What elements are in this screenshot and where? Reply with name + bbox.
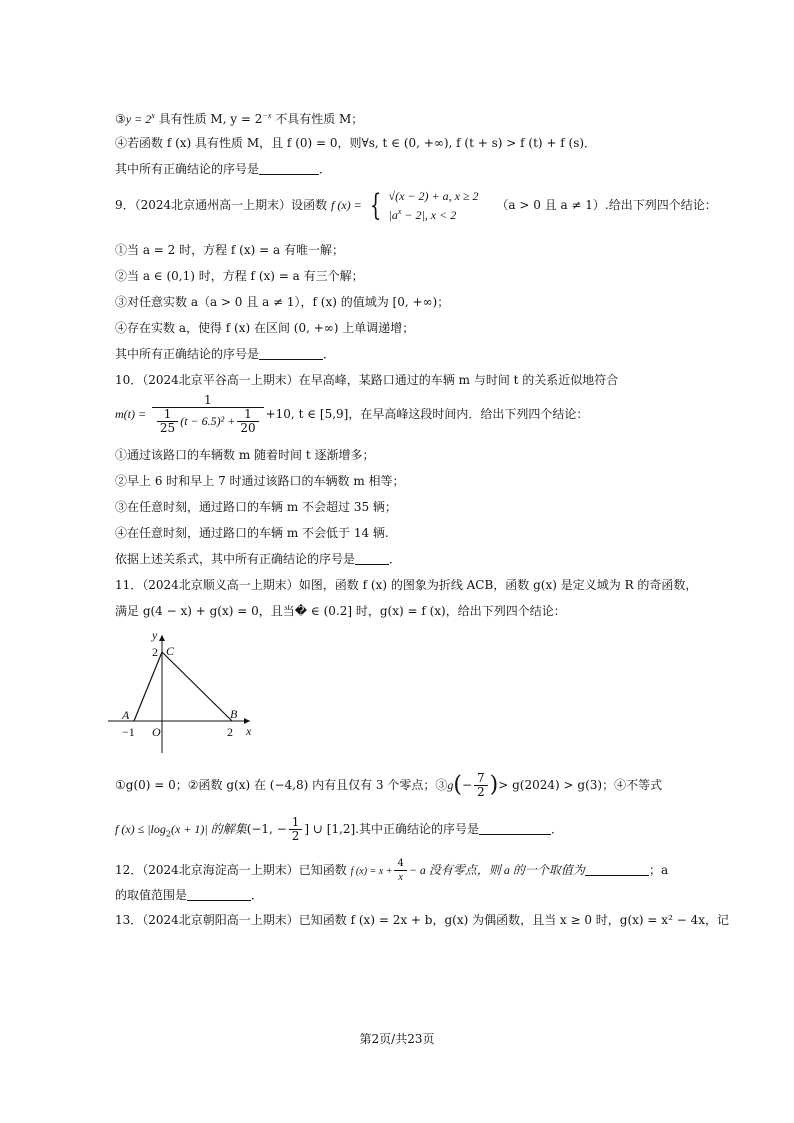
page-footer: 第2页/共23页 xyxy=(359,1032,435,1046)
q9-conclusion-3: ③对任意实数 a（a > 0 且 a ≠ 1），f (x) 的值域为 [0, +∞)； xyxy=(115,295,450,309)
q12-line-1-a: 12．（2024北京海淀高一上期末）已知函数 xyxy=(115,863,347,877)
q10-mt: m(t) = xyxy=(115,407,147,421)
q11-ineq-sub: 2 xyxy=(165,829,171,839)
polyline-acb xyxy=(134,652,232,721)
item-3-exp-1: x xyxy=(151,111,155,120)
q10-den-a-num: 1 xyxy=(157,408,178,422)
point-b-label: B xyxy=(230,707,238,721)
q10-summary-end: ． xyxy=(389,552,402,566)
q11-frac-den: 2 xyxy=(477,785,485,799)
q8-summary xyxy=(115,161,331,177)
item-3 xyxy=(115,108,363,127)
q9-cases xyxy=(389,188,479,223)
q8-answer-blank[interactable] xyxy=(259,162,319,175)
q11-ineq-set-a: (−1, − xyxy=(246,822,287,836)
q12-line-1-b: − a 没有零点，则 a 的一个取值为 xyxy=(408,863,585,877)
q9-head-text: 9．（2024北京通州高一上期末）设函数 xyxy=(115,198,328,212)
q10-conclusion-4: ④在任意时刻，通过路口的车辆 m 不会低于 14 辆. xyxy=(115,526,389,540)
q11-answer-blank[interactable] xyxy=(479,822,551,835)
q12-line-2-text: 的取值范围是 xyxy=(115,888,188,902)
q9-summary-text: 其中所有正确结论的序号是 xyxy=(115,347,260,361)
q9-answer-blank[interactable] xyxy=(259,347,323,360)
item-3-marker: ③ xyxy=(115,112,126,126)
q9-fx: f (x) = xyxy=(331,198,362,212)
q9-conclusion-2: ②当 a ∈ (0,1) 时，方程 f (x) = a 有三个解； xyxy=(115,269,364,283)
q9-conclusion-1: ①当 a = 2 时，方程 f (x) = a 有唯一解； xyxy=(115,243,344,257)
q11-graph xyxy=(108,625,258,755)
q11-conclusions-line xyxy=(115,772,662,799)
item-3-expr-b: 具有性质 M, y = 2 xyxy=(154,112,263,126)
q11-paren-left: ( xyxy=(453,772,462,798)
y-axis-label: y xyxy=(152,628,158,642)
q11-ineq-set-b: ] ∪ [1,2].其中正确结论的序号是 xyxy=(304,822,480,836)
q11-paren-right: ) xyxy=(489,772,499,798)
q12-line-1-c: ；a xyxy=(648,863,669,877)
q12-fx: f (x) = x + xyxy=(350,866,393,877)
q11-ineq-den: 2 xyxy=(291,829,300,843)
item-4: ④若函数 f (x) 具有性质 M，且 f (0) = 0，则∀s, t ∈ (0, +∞), f (t + s) > f (t) + f (s)． xyxy=(115,136,597,150)
q11-frac-7-2 xyxy=(474,772,488,799)
origin-label: O xyxy=(152,725,161,739)
q11-frac-num: 7 xyxy=(474,772,488,786)
q10-den-a-den: 25 xyxy=(159,421,176,435)
q11-ineq-frac xyxy=(289,816,303,843)
q10-answer-blank[interactable] xyxy=(355,552,389,565)
q13-line-1: 13．（2024北京朝阳高一上期末）已知函数 f (x) = 2x + b，g(x) 为偶函数，且当 x ≥ 0 时，g(x) = x² − 4x，记 xyxy=(115,913,729,927)
q11-c-line-a: ①g(0) = 0；②函数 g(x) 在 (−4,8) 内有且仅有 3 个零点；③ xyxy=(115,778,448,792)
q9-summary xyxy=(115,346,335,362)
q10-conclusion-2: ②早上 6 时和早上 7 时通过该路口的车辆数 m 相等； xyxy=(115,474,405,488)
q9-case-1: √(x − 2) + a, x ≥ 2 xyxy=(388,189,479,203)
q10-conclusion-3: ③在任意时刻，通过路口的车辆 m 不会超过 35 辆； xyxy=(115,500,397,514)
q12-line-1 xyxy=(115,857,668,884)
q11-head: 11．（2024北京顺义高一上期末）如图，函数 f (x) 的图象为折线 ACB，函数 g(x) 是定义域为 R 的奇函数， xyxy=(115,578,698,592)
q12-answer-blank-1[interactable] xyxy=(585,863,649,876)
q12-frac xyxy=(394,857,406,884)
q11-ineq-num: 1 xyxy=(289,816,303,830)
q9-case-2-b: − 2|, x < 2 xyxy=(401,208,457,222)
q10-summary-text: 依据上述关系式，其中所有正确结论的序号是 xyxy=(115,552,356,566)
q11-c-line-b: > g(2024) > g(3)；④不等式 xyxy=(498,778,663,792)
q10-den-mid: (t − 6.5)² + xyxy=(180,414,236,428)
q10-tail: +10, t ∈ [5,9]，在早高峰这段时间内．给出下列四个结论： xyxy=(265,407,589,421)
q8-summary-text: 其中所有正确结论的序号是 xyxy=(115,162,260,176)
item-3-expr-a: y = 2 xyxy=(125,112,152,126)
q10-main-fraction xyxy=(152,394,264,435)
x-tick-neg1: −1 xyxy=(122,725,135,739)
q9-brace: { xyxy=(369,187,381,223)
q12-line-2 xyxy=(115,887,263,903)
q12-line-2-end: ． xyxy=(251,888,264,902)
q10-conclusion-1: ①通过该路口的车辆数 m 随着时间 t 逐渐增多； xyxy=(115,448,375,462)
q9-case-2-a: |a xyxy=(388,208,398,222)
q10-denominator xyxy=(152,408,264,435)
q12-frac-den: x xyxy=(398,872,403,883)
q9-conclusion-4: ④存在实数 a，使得 f (x) 在区间 (0, +∞) 上单调递增； xyxy=(115,321,415,335)
q12-frac-num: 4 xyxy=(394,857,406,871)
q10-den-b-num: 1 xyxy=(237,408,258,422)
q12-answer-blank-2[interactable] xyxy=(187,888,251,901)
q9-case-2 xyxy=(389,204,479,223)
q10-den-frac-a xyxy=(157,408,178,435)
q10-numerator: 1 xyxy=(152,394,264,408)
q11-ineq-b: (x + 1)| 的解集 xyxy=(170,822,247,836)
q9-condition: （a > 0 且 a ≠ 1）.给出下列四个结论： xyxy=(496,198,717,212)
q9-summary-end: ． xyxy=(323,347,336,361)
q11-ineq-a: f (x) ≤ |log xyxy=(115,822,166,836)
q10-den-b-den: 20 xyxy=(240,421,256,435)
q9-head xyxy=(115,188,717,223)
q11-summary-end: ． xyxy=(551,822,564,836)
q10-den-frac-b xyxy=(237,408,258,435)
x-tick-2: 2 xyxy=(227,725,233,739)
q11-line-2: 满足 g(4 − x) + g(x) = 0，且当� ∈ (0.2] 时，g(x) = f (x)，给出下列四个结论： xyxy=(115,604,566,618)
q9-case-2-exp: x xyxy=(397,207,402,216)
q8-summary-end: ． xyxy=(319,162,332,176)
item-3-exp-2: −x xyxy=(262,111,272,120)
q10-formula xyxy=(115,394,588,435)
q10-summary xyxy=(115,551,401,567)
q11-c-line-g: g xyxy=(447,778,454,792)
x-axis-label: x xyxy=(246,724,252,738)
item-3-expr-c: 不具有性质 M； xyxy=(271,112,364,126)
q10-head: 10．（2024北京平谷高一上期末）在早高峰，某路口通过的车辆 m 与时间 t 的关系近似地符合 xyxy=(115,373,619,387)
y-tick-2: 2 xyxy=(152,645,158,659)
q11-c-line-neg: − xyxy=(461,778,473,792)
q11-inequality-line xyxy=(115,816,563,843)
point-a-label: A xyxy=(122,708,130,722)
point-c-label: C xyxy=(166,644,175,658)
